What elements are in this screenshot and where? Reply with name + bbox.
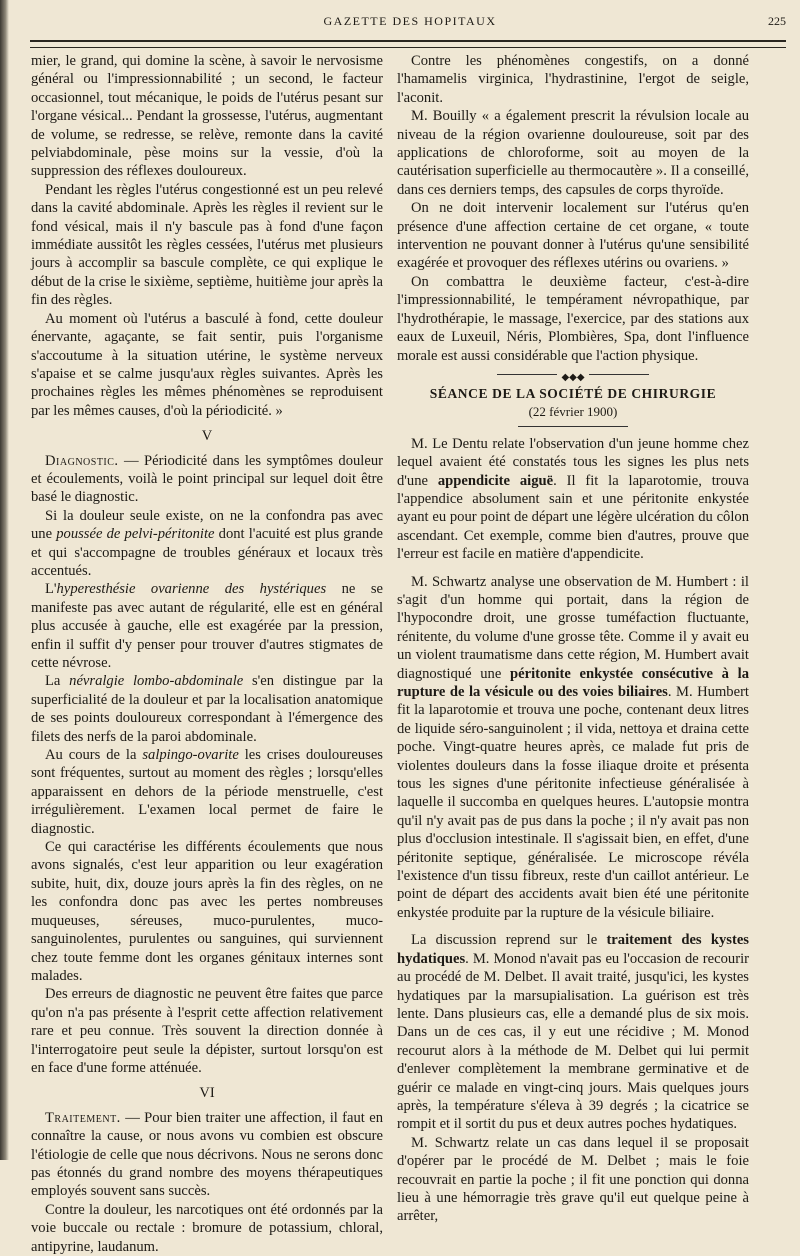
paragraph (31, 507, 383, 581)
text: . Il fit la laparotomie, trouva l'appendice absolument sain et une péritonite enkystée ayant eu pour point de départ une légère ulcération du côlon ascendant. Cet exemple, comme bien d'autres, prouve que l'erreur est facile en matière d'appendicite. (397, 472, 749, 563)
section-label: Diagnostic. (45, 452, 119, 469)
paragraph: On combattra le deuxième facteur, c'est-à-dire l'impressionnabilité, le tempérament névropathique, par l'hydrothérapie, le massage, l'exercice, par des stations aux eaux de Luxeuil, Néris, Plombières, Spa, dont l'influence morale est aussi considérable que l'action physique. (397, 273, 749, 364)
paragraph-text: — Pour bien traiter une affection, il faut en connaître la cause, or nous avons vu combien est obscure l'étiologie de celle que nous décrivons. Nous ne serons donc pas étonnés du grand nombre des moyens thérapeutiques employés souvent sans succès. (31, 1109, 383, 1200)
section-number: VI (199, 1085, 215, 1102)
paragraph: Pendant les règles l'utérus congestionné est un peu relevé dans la cavité abdominale. Après les règles il revient sur le fond vésical, mais il n'y bascule pas à fond d'une façon immédiate aussitôt les règles cessées, l'utérus met plusieurs jours à accomplir sa bascule complète, ce qui explique le début de la crise le sixième, septième, huitième jour après la fin des règles. (31, 181, 383, 309)
italic-term: salpingo-ovarite (142, 747, 239, 764)
text: L' (45, 581, 57, 598)
spacer (397, 564, 749, 573)
text: M. Schwartz analyse une observation de M. Humbert : il s'agit d'un homme qui portait, dans la région de l'hypocondre droit, une grosse tuméfaction fluctuante, rénitente, du volume d'une grosse tête. Comme il y avait eu un violent traumatisme dans cette région, M. Humbert avait diagnostiqué une (397, 573, 749, 682)
italic-term: hyperesthésie ovarienne des hystériques (56, 581, 327, 598)
ornament-icon: ◆◆◆ (557, 372, 588, 383)
section-date: (22 février 1900) (528, 404, 618, 420)
italic-term: névralgie lombo-abdominale (69, 673, 244, 690)
header-rule (30, 40, 786, 48)
paragraph: Contre les phénomènes congestifs, on a donné l'hamamelis virginica, l'hydrastinine, l'ergot de seigle, l'aconit. (397, 53, 749, 106)
divider (518, 426, 628, 427)
text: . M. Humbert fit la laparotomie et trouva une poche, contenant deux litres de liquide séro-sanguinolent ; il vida, nettoya et draina cette poche. Vingt-quatre heures après, ce malade fut pris de violentes douleurs dans la fosse iliaque droite et présenta tous les signes d'une péritonite infectieuse généralisée à laquelle il succomba en quelques heures. L'autopsie montra qu'il n'y avait pas de pus dans la poche ; il n'y avait pas non plus d'occlusion intestinale. Il s'agissait bien, en effet, d'une péritonite septique, généralisée. Le microscope révéla l'existence d'un tissu fibreux, reste d'un caillot antérieur. Le point de départ des accidents avait bien été une péritonite enkystée produite par la rupture de la vésicule biliaire. (397, 684, 749, 921)
left-column (31, 52, 383, 1256)
paragraph: M. Bouilly « a également prescrit la révulsion locale au niveau de la région ovarienne douloureuse, soit par des applications de chloroforme, soit au moyen de la cautérisation superficielle au thermocautère ». Il a conseillé, dans ces derniers temps, des capsules de corps thyroïde. (397, 108, 749, 198)
italic-term: poussée de pelvi-péritonite (56, 526, 215, 543)
binding-edge (0, 0, 9, 1160)
page-header (30, 10, 790, 36)
paragraph (31, 452, 383, 507)
paragraph: Au moment où l'utérus a basculé à fond, cette douleur énervante, agaçante, se fait sentir, puis l'organisme s'accoutume à la situation utérine, le système nerveux s'apaise et se calme jusqu'aux règles suivantes. Après les prochaines règles les mêmes phénomènes se reproduisent par les mêmes causes, d'où la périodicité. » (31, 310, 383, 419)
spacer (397, 922, 749, 931)
paragraph (397, 931, 749, 1133)
text: La discussion reprend sur le (411, 932, 607, 949)
paragraph (31, 580, 383, 672)
text: Si la douleur seule existe, on ne la confondra pas avec une (31, 507, 383, 543)
bold-term: appendicite aiguë (437, 472, 554, 489)
ornament-rule (397, 369, 749, 383)
paragraph (31, 1109, 383, 1201)
text: . M. Monod n'avait pas eu l'occasion de recourir au procédé de M. Delbet. Il avait traité, jusqu'ici, les kystes hydatiques par la marsupialisation. La guérison est très lente. Dans plusieurs cas, elle a demandé plus de six mois. Dans un de ces cas, il y eut une récidive ; M. Monod recourut alors à la méthode de M. Delbet qui lui permit d'enlever complètement la membrane germinative et de guérir ce malade en vingt-cinq jours. Mais quelques jours après, la température s'éleva à 39 degrés ; la cicatrice se rompit et il sortit du pus et deux autres poches hydatiques. (397, 950, 749, 1133)
paragraph: M. Schwartz relate un cas dans lequel il se proposait d'opérer par le procédé de M. Delbet ; mais le foie recouvrait en partie la poche ; il fit une ponction qui donna lieu à une hémorragie très grave qu'il eut quelque peine à arrêter, (397, 1134, 749, 1225)
paragraph (397, 573, 749, 923)
section-title: SÉANCE DE LA SOCIÉTÉ DE CHIRURGIE (429, 385, 717, 401)
paragraph: mier, le grand, qui domine la scène, à savoir le nervosisme général ou l'impressionnabilité ; un second, le facteur occasionnel, tout mécanique, le poids de l'utérus pesant sur l'organe vésical... Pendant la grossesse, l'utérus, augmentant de volume, se redresse, se relève, remonte dans la cavité pelviabdominale, pèse moins sur la vessie, d'où la suppression des réflexes douloureux. (31, 53, 383, 180)
text: dont l'acuité est plus grande et qui s'accompagne de troubles généraux et locaux très accentués. (31, 526, 383, 579)
page-number: 225 (768, 14, 786, 28)
paragraph: On ne doit intervenir localement sur l'utérus qu'en présence d'une affection certaine de cet organe, « toute intervention ne pouvant donner à l'utérus qu'une sensibilité exagérée et provoquer des réflexes utérins ou ovariens. » (397, 200, 749, 272)
bold-term: péritonite enkystée consécutive à la rupture de la vésicule ou des voies biliaires (397, 665, 749, 700)
section-label: Traitement. (45, 1109, 121, 1126)
paragraph-text: — Périodicité dans les symptômes douleur et écoulements, voilà le point principal sur lequel doit être basé le diagnostic. (31, 452, 383, 506)
text: Au cours de la (45, 747, 143, 764)
text: La (45, 673, 70, 690)
paragraph (31, 746, 383, 838)
paragraph: Ce qui caractérise les différents écoulements que nous avons signalés, c'est leur apparition ou leur exagération subite, huit, dix, douze jours après la fin des règles, on ne les confondra donc pas avec les pertes nombreuses muqueuses, séreuses, muco-purulentes, muco-sanguinolentes, purulentes ou sanguines, qui surviennent chez toute femme dont les organes génitaux internes sont malades. (31, 839, 383, 984)
paragraph (397, 435, 749, 564)
text: ne se manifeste pas avec autant de régularité, elle est en général plus accusée à gauche, elle est exagérée par la pression, enfin il suffit d'y penser pour trouver d'autres stigmates de cette névrose. (31, 581, 383, 671)
running-title: GAZETTE DES HOPITAUX (323, 14, 497, 28)
text: les crises douloureuses sont fréquentes, surtout au moment des règles ; lorsqu'elles apparaissent en dehors de la période menstruelle, c'est irrégulièrement. L'examen local permet de faire le diagnostic. (31, 747, 383, 837)
bold-term: traitement des kystes hydatiques (397, 932, 749, 967)
paragraph (31, 672, 383, 746)
text: M. Le Dentu relate l'observation d'un jeune homme chez lequel avaient été constatés tous les signes les plus nets d'une (397, 435, 749, 489)
section-number: V (201, 428, 213, 445)
text: s'en distingue par la superficialité de la douleur et par la localisation anatomique de ses points douloureux correspondant à l'émergence des filets des nerfs de la paroi abdominale. (31, 673, 383, 745)
right-column (397, 52, 749, 1226)
paragraph: Des erreurs de diagnostic ne peuvent être faites que parce qu'on n'a pas présente à l'esprit cette affection relativement rare et peu connue. Très souvent la direction donnée à l'interrogatoire peut seule la dépister, surtout lorsqu'on est en face d'une forme atténuée. (31, 986, 383, 1076)
paragraph: Contre la douleur, les narcotiques ont été ordonnés par la voie buccale ou rectale : bromure de potassium, chloral, antipyrine, laudanum. (31, 1201, 383, 1255)
